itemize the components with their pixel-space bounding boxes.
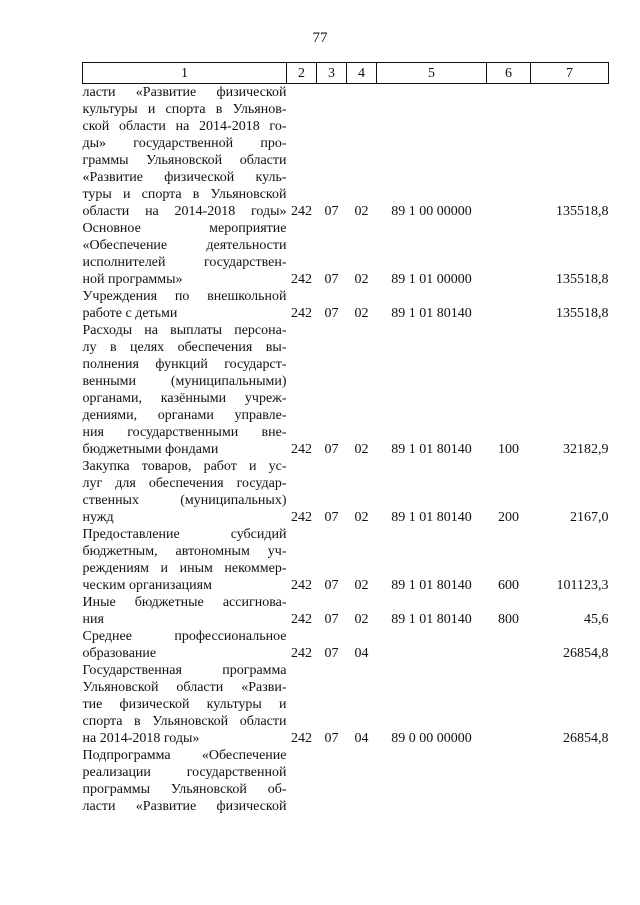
expense-type-code: 100 <box>498 442 519 457</box>
admin-code: 242 <box>291 646 312 661</box>
description-line: венными (муниципальными) <box>82 374 287 389</box>
target-article-code: 89 1 01 80140 <box>391 578 472 593</box>
description-line: «Развитие физической куль- <box>82 170 287 185</box>
description-line: Предоставление субсидий <box>82 527 287 542</box>
table-row <box>83 220 609 288</box>
description-line: ния государственными вне- <box>82 425 287 440</box>
description-line: ласти «Развитие физической <box>82 799 287 814</box>
row-description <box>83 628 287 662</box>
description-line: программы Ульяновской об- <box>82 782 287 797</box>
description-line: «Обеспечение деятельности <box>82 238 287 253</box>
target-article-code: 89 1 00 00000 <box>391 204 472 219</box>
description-line: ской области на 2014-2018 го- <box>82 119 287 134</box>
table-row <box>83 458 609 526</box>
subsection-code: 02 <box>354 578 369 593</box>
amount: 26854,8 <box>563 646 609 661</box>
description-line: дениями, органами управле- <box>82 408 287 423</box>
admin-code: 242 <box>291 204 312 219</box>
table-row <box>83 526 609 594</box>
table-row <box>83 662 609 747</box>
admin-code: 242 <box>291 612 312 627</box>
target-article-code: 89 1 01 80140 <box>391 612 472 627</box>
admin-code: 242 <box>291 731 312 746</box>
description-line: ды» государственной про- <box>82 136 287 151</box>
admin-code <box>287 747 317 815</box>
row-description <box>83 288 287 322</box>
row-description <box>83 526 287 594</box>
description-line: на 2014-2018 годы» <box>82 731 200 746</box>
expense-type-code <box>487 288 531 322</box>
page-number: 77 <box>312 30 328 46</box>
expense-type-code <box>487 662 531 747</box>
row-description <box>83 322 287 458</box>
subsection-code: 02 <box>354 510 369 525</box>
amount <box>531 747 609 815</box>
table-row <box>83 288 609 322</box>
amount: 2167,0 <box>570 510 609 525</box>
admin-code: 242 <box>291 578 312 593</box>
section-code: 07 <box>324 646 339 661</box>
table-row <box>83 628 609 662</box>
subsection-code: 04 <box>354 646 369 661</box>
expense-type-code: 800 <box>498 612 519 627</box>
subsection-code: 02 <box>354 204 369 219</box>
section-code: 07 <box>324 578 339 593</box>
description-line: ния <box>82 612 104 627</box>
description-line: области на 2014-2018 годы» <box>82 204 287 219</box>
section-code: 07 <box>324 612 339 627</box>
description-line: Государственная программа <box>82 663 287 678</box>
subsection-code: 04 <box>354 731 369 746</box>
description-line: нужд <box>82 510 114 525</box>
section-code: 07 <box>324 306 339 321</box>
table-body <box>83 84 609 816</box>
description-line: исполнителей государствен- <box>82 255 287 270</box>
description-line: бюджетными фондами <box>82 442 219 457</box>
header-row <box>83 63 609 84</box>
target-article-code: 89 1 01 80140 <box>391 442 472 457</box>
description-line: работе с детьми <box>82 306 178 321</box>
description-line: образование <box>82 646 157 661</box>
description-line: Подпрограмма «Обеспечение <box>82 748 287 763</box>
target-article-code: 89 0 00 00000 <box>391 731 472 746</box>
section-code: 07 <box>324 272 339 287</box>
header-col-2: 2 <box>287 63 317 84</box>
section-code: 07 <box>324 204 339 219</box>
header-col-6: 6 <box>487 63 531 84</box>
section-code: 07 <box>324 731 339 746</box>
description-line: спорта в Ульяновской области <box>82 714 287 729</box>
expense-type-code: 200 <box>498 510 519 525</box>
row-description <box>83 84 287 221</box>
table-row <box>83 322 609 458</box>
row-description <box>83 747 287 815</box>
expense-type-code: 600 <box>498 578 519 593</box>
description-line: ческим организациям <box>82 578 212 593</box>
description-line: луг для обеспечения государ- <box>82 476 287 491</box>
expense-type-code <box>487 747 531 815</box>
description-line: бюджетным, автономным уч- <box>82 544 287 559</box>
amount: 135518,8 <box>556 204 609 219</box>
description-line: ной программы» <box>82 272 183 287</box>
subsection-code: 02 <box>354 272 369 287</box>
description-line: реждениям и иным некоммер- <box>82 561 287 576</box>
description-line: полнения функций государст- <box>82 357 287 372</box>
admin-code: 242 <box>291 306 312 321</box>
header-col-7: 7 <box>531 63 609 84</box>
section-code: 07 <box>324 510 339 525</box>
amount: 32182,9 <box>563 442 609 457</box>
subsection-code: 02 <box>354 306 369 321</box>
description-line: тие физической культуры и <box>82 697 287 712</box>
description-line: Среднее профессиональное <box>82 629 287 644</box>
description-line: Ульяновской области «Разви- <box>82 680 287 695</box>
row-description <box>83 458 287 526</box>
target-article-code: 89 1 01 00000 <box>391 272 472 287</box>
description-line: ственных (муниципальных) <box>82 493 287 508</box>
amount: 26854,8 <box>563 731 609 746</box>
description-line: Учреждения по внешкольной <box>82 289 287 304</box>
description-line: культуры и спорта в Ульянов- <box>82 102 287 117</box>
header-col-5: 5 <box>377 63 487 84</box>
budget-table <box>82 62 609 815</box>
header-col-1: 1 <box>83 63 287 84</box>
description-line: Иные бюджетные ассигнова- <box>82 595 287 610</box>
description-line: лу в целях обеспечения вы- <box>82 340 287 355</box>
description-line: реализации государственной <box>82 765 287 780</box>
amount: 101123,3 <box>556 578 609 593</box>
subsection-code <box>347 747 377 815</box>
description-line: Основное мероприятие <box>82 221 287 236</box>
description-line: туры и спорта в Ульяновской <box>82 187 287 202</box>
description-line: Закупка товаров, работ и ус- <box>82 459 287 474</box>
section-code <box>317 747 347 815</box>
amount: 45,6 <box>584 612 609 627</box>
target-article-code <box>377 628 487 662</box>
header-col-4: 4 <box>347 63 377 84</box>
admin-code: 242 <box>291 442 312 457</box>
admin-code: 242 <box>291 272 312 287</box>
amount: 135518,8 <box>556 272 609 287</box>
expense-type-code <box>487 628 531 662</box>
subsection-code: 02 <box>354 612 369 627</box>
target-article-code: 89 1 01 80140 <box>391 510 472 525</box>
description-line: Расходы на выплаты персона- <box>82 323 287 338</box>
admin-code: 242 <box>291 510 312 525</box>
table-row <box>83 747 609 815</box>
table-row <box>83 84 609 221</box>
subsection-code: 02 <box>354 442 369 457</box>
description-line: ласти «Развитие физической <box>82 85 287 100</box>
table-row <box>83 594 609 628</box>
amount: 135518,8 <box>556 306 609 321</box>
section-code: 07 <box>324 442 339 457</box>
description-line: органами, казёнными учреж- <box>82 391 287 406</box>
expense-type-code <box>487 84 531 221</box>
header-col-3: 3 <box>317 63 347 84</box>
expense-type-code <box>487 220 531 288</box>
row-description <box>83 220 287 288</box>
row-description <box>83 594 287 628</box>
description-line: граммы Ульяновской области <box>82 153 287 168</box>
target-article-code: 89 1 01 80140 <box>391 306 472 321</box>
row-description <box>83 662 287 747</box>
target-article-code <box>377 747 487 815</box>
